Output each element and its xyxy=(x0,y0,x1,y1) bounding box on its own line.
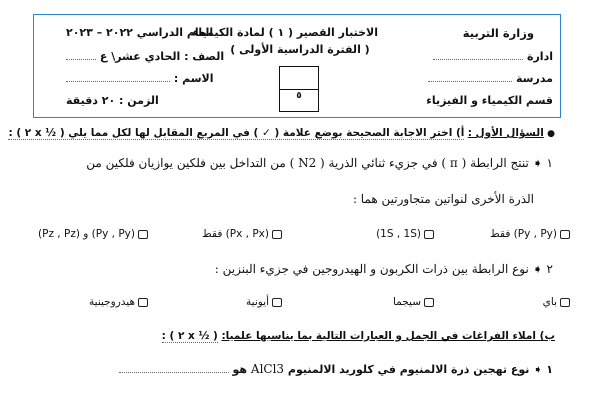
exam-title: الاختبار القصير ( ١ ) لمادة الكيمياء xyxy=(192,26,378,39)
q1-option-1-label: (Py , Py) فقط xyxy=(490,228,557,240)
section-b-title: ب) املاء الفراغات في الجمل و العبارات التالية بما يناسبها علميا: xyxy=(221,330,555,342)
q2-option-3[interactable] xyxy=(246,296,282,308)
checkbox-icon[interactable] xyxy=(560,298,570,307)
year-label: العام الدراسي ٢٠٢٢ – ٢٠٢٣ xyxy=(66,26,214,39)
checkbox-icon[interactable] xyxy=(138,298,148,307)
pointer-icon: ➧ xyxy=(533,363,543,376)
admin-blank xyxy=(433,51,523,60)
school-label: مدرسة xyxy=(516,72,553,85)
q2-option-3-label: أيونية xyxy=(246,296,269,308)
q1-option-4[interactable] xyxy=(38,228,148,240)
q2-option-1[interactable] xyxy=(543,296,570,308)
class-field xyxy=(66,50,224,63)
name-field xyxy=(66,72,213,85)
section-b-marks: ( ½ x ٢ ) : xyxy=(161,330,218,342)
section-one-title: السؤال الأول : xyxy=(467,127,544,139)
checkbox-icon[interactable] xyxy=(272,298,282,307)
q2-line xyxy=(215,262,553,276)
score-value: ٥ xyxy=(296,91,302,101)
q1-option-2[interactable] xyxy=(376,228,434,240)
school-field xyxy=(428,72,553,85)
name-blank xyxy=(66,73,170,82)
checkbox-icon[interactable] xyxy=(138,230,148,239)
q2-option-1-label: باي xyxy=(542,296,557,308)
q1-option-4-label: (Py , Py) و (Pz , Pz) xyxy=(38,228,135,240)
q2-option-4-label: هيدروجينية xyxy=(89,296,135,308)
time-label: الزمن : ٢٠ دقيقة xyxy=(66,94,159,107)
q1-option-1[interactable] xyxy=(490,228,570,240)
pointer-icon: ➧ xyxy=(532,262,543,276)
checkbox-icon[interactable] xyxy=(424,230,434,239)
ministry-label: وزارة التربية xyxy=(462,26,534,40)
name-label: الاسم : xyxy=(173,72,214,85)
q2-text: نوع الرابطة بين ذرات الكربون و الهيدروجين في جزيء البنزين : xyxy=(214,262,529,276)
pointer-icon: ➧ xyxy=(532,156,543,170)
class-blank xyxy=(66,51,96,60)
term-label: ( الفترة الدراسية الأولى ) xyxy=(230,43,370,56)
school-blank xyxy=(428,73,512,82)
checkbox-icon[interactable] xyxy=(560,230,570,239)
q2-option-4[interactable] xyxy=(89,296,148,308)
formula-alcl3: AlCl3 xyxy=(250,362,285,376)
class-label: الصف : الحادي عشر\ ع xyxy=(99,50,225,63)
section-b-q1-after: هو xyxy=(232,363,248,376)
q1-text: تنتج الرابطة ( π ) في جزيء ثنائي الذرية ( N2 ) من التداخل بين فلكين يوازيان فلكين من xyxy=(86,156,529,170)
q1-number: ١ xyxy=(546,156,553,170)
q1-line2: الذرة الأخرى لنواتين متجاورتين هما : xyxy=(352,192,534,206)
section-b-heading xyxy=(162,330,555,342)
section-one-heading xyxy=(8,127,555,139)
admin-label: ادارة xyxy=(526,50,553,63)
bullet-icon: ● xyxy=(547,129,555,139)
department-label: قسم الكيمياء و الفيزياء xyxy=(426,94,553,107)
score-divider xyxy=(280,89,318,90)
checkbox-icon[interactable] xyxy=(272,230,282,239)
answer-blank[interactable] xyxy=(119,364,229,373)
admin-field xyxy=(433,50,553,63)
q2-option-2[interactable] xyxy=(393,296,434,308)
q1-option-2-label: (1S , 1S) xyxy=(376,228,421,240)
q2-option-2-label: سيجما xyxy=(392,296,421,308)
checkbox-icon[interactable] xyxy=(424,298,434,307)
q1-line1 xyxy=(86,156,553,170)
score-box xyxy=(279,66,319,112)
section-b-q1 xyxy=(119,362,553,376)
q1-option-3[interactable] xyxy=(202,228,282,240)
section-b-q1-text: نوع تهجين ذرة الالمنيوم في كلوريد الالمنيوم xyxy=(287,363,530,376)
section-b-q1-number: ١ xyxy=(546,363,553,376)
q1-option-3-label: (Px , Px) فقط xyxy=(202,228,269,240)
q2-number: ٢ xyxy=(546,262,553,276)
section-one-instruction: أ) اختر الاجابة الصحيحة بوضع علامة ( ✓ ) في المربع المقابل لها لكل مما يلي ( ½ x ٢ ) : xyxy=(8,127,465,139)
